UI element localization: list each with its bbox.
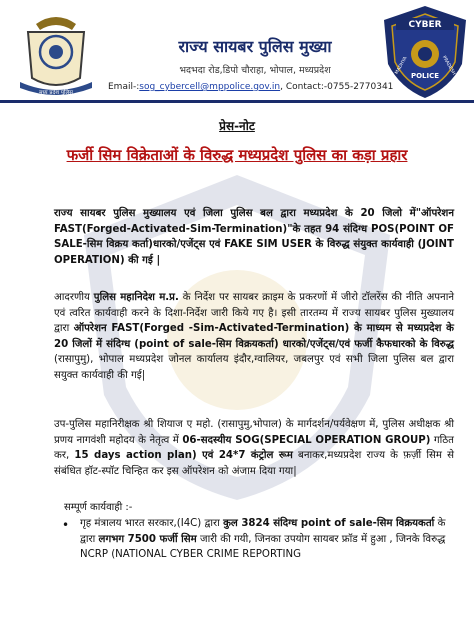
paragraph-operation-summary: राज्य सायबर पुलिस मुख्यालय एवं जिला पुलिस बल द्वारा मध्यप्रदेश के 20 जिलो में"ऑपरेशन FAST(Forged-Activated-Sim-Termination)"के तहत 94 संदिग्ध POS(POINT OF SALE-सिम विक्रय कर्ता)धारको/एजेंट्स एवं FAKE SIM USER के विरुद्ध संयुक्त कार्यवाही (JOINT OPERATION) की गई | xyxy=(54,208,454,266)
badge-left-text: MADHYA xyxy=(394,56,409,76)
bullet-bold-1: कुल 3824 संदिग्ध point of sale-सिम विक्रयकर्ता xyxy=(223,518,435,529)
para3-bold-2: 15 days action plan) एवं 24*7 कंट्रोल रूम xyxy=(74,450,293,461)
bullet-item xyxy=(80,516,454,563)
headline: फर्जी सिम विक्रेताओं के विरुद्ध मध्यप्रदेश पुलिस का कड़ा प्रहार xyxy=(66,146,408,164)
para2-text-1: आदरणीय xyxy=(54,292,94,303)
para2-text-3: (रासापुमु), भोपाल मध्यप्रदेश जोनल कार्यालय इंदौर,ग्वालियर, जबलपुर एवं सभी जिला पुलिस बल द्वारा सयुक्त कार्यवाही की गई| xyxy=(54,354,454,381)
badge-mid-text: POLICE xyxy=(410,72,440,80)
cyber-police-badge-icon xyxy=(380,4,470,100)
letterhead xyxy=(0,0,474,110)
summary-label: सम्पूर्ण कार्यवाही :- xyxy=(64,502,133,513)
badge-top-text: CYBER xyxy=(408,20,442,30)
mp-police-emblem-icon xyxy=(6,6,106,102)
paragraph-leadership xyxy=(54,417,454,479)
contact-phone: , Contact:-0755-2770341 xyxy=(280,82,394,92)
para2-text-2: के निर्देश पर सायबर क्राइम के प्रकरणों में जीरो टॉलरेंस की नीति अपनाने एवं त्वरित कार्यवाही करने के दिशा-निर्देश जारी किये गए है। इसी तारतम्य में राज्य सायबर पुलिस मुख्यालय द्वारा xyxy=(54,292,454,334)
para3-text-3: बनाकर,मध्यप्रदेश राज्य के फ़र्ज़ी सिम से संबंधित हॉट-स्पॉट चिन्हित कर इस ऑपरेशन को अंजाम दिया गया| xyxy=(54,450,455,477)
para2-bold-2: ऑपरेशन FAST(Forged -Sim-Activated-Termination) के माध्यम से मध्यप्रदेश के 20 जिलों में संदिग्ध (point of sale-सिम विक्रयकर्ता) धारको/एजेंट्स/एवं फर्जी कैफधारको के विरुद्ध xyxy=(54,323,454,350)
email-prefix: Email-: xyxy=(108,82,140,92)
para3-bold-1: 06-सदस्यीय SOG(SPECIAL OPERATION GROUP) xyxy=(182,434,431,446)
para3-text-2: गठित कर, xyxy=(54,434,454,461)
badge-right-text: PRADESH xyxy=(440,55,456,77)
organization-title: राज्य सायबर पुलिस मुख्या xyxy=(178,37,332,56)
email-link[interactable]: sog_cybercell@mppolice.gov.in xyxy=(139,82,281,92)
paragraph-directive xyxy=(54,290,454,383)
para2-bold-1: पुलिस महानिदेश म.प्र. xyxy=(93,292,179,303)
bullet-text-2: के द्वारा xyxy=(80,518,446,545)
press-note-label: प्रेस-नोट xyxy=(219,119,255,133)
para3-text-1: उप-पुलिस महानिरीक्षक श्री शियाज ए महो. (रासापुमु,भोपाल) के मार्गदर्शन/पर्यवेक्षण में, पुलिस अधीक्षक श्री प्रणय नागवंशी महोदय के नेतृत्व में xyxy=(54,419,454,446)
contact-line xyxy=(108,82,394,92)
bullet-text-3: जारी की गयी, जिनका उपयोग सायबर फ्रॉड में हुआ , जिनके विरुद्ध NCRP (NATIONAL CYBER CRIME REPORTING xyxy=(80,533,446,560)
bullet-dot-icon: • xyxy=(62,518,70,532)
bullet-bold-2: लगभग 7500 फर्जी सिम xyxy=(98,533,197,545)
organization-address: भदभदा रोड,डिपो चौराहा, भोपाल, मध्यप्रदेश xyxy=(179,65,331,76)
bullet-text-1: गृह मंत्रालय भारत सरकार,(I4C) द्वारा xyxy=(80,518,224,529)
left-logo-caption: मध्य प्रदेश पुलिस xyxy=(39,90,73,96)
header-divider xyxy=(0,100,474,103)
